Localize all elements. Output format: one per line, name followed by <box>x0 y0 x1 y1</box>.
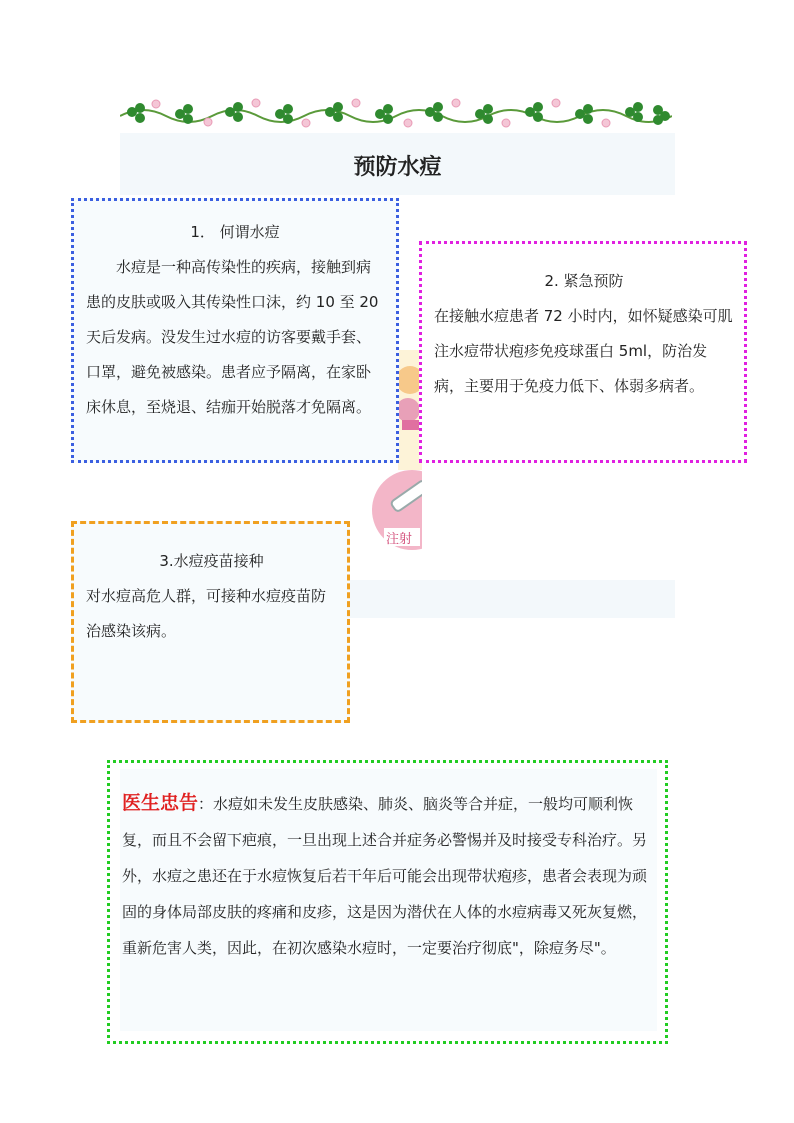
section-body: 对水痘高危人群，可接种水痘疫苗防治感染该病。 <box>86 587 327 640</box>
svg-text:注射: 注射 <box>386 532 413 547</box>
page-title: 预防水痘 <box>353 154 442 180</box>
advice-label: 医生忠告 <box>122 792 199 814</box>
section-heading: 2. 紧急预防 <box>544 272 624 290</box>
section-what-is-chickenpox <box>71 198 399 463</box>
section-emergency-prevention <box>419 241 747 463</box>
doctor-advice-box <box>107 760 668 1044</box>
advice-separator: ： <box>198 795 214 813</box>
section-body: 在接触水痘患者 72 小时内，如怀疑感染可肌注水痘带状疱疹免疫球蛋白 5ml，防治发病，主要用于免疫力低下、体弱多病者。 <box>434 307 733 395</box>
clover-vine-icon <box>120 96 672 130</box>
section-vaccination <box>71 521 350 723</box>
advice-paragraph <box>122 785 653 966</box>
advice-body: 水痘如未发生皮肤感染、肺炎、脑炎等合并症，一般均可顺利恢复，而且不会留下疤痕，一旦出现上述合并症务必警惕并及时接受专科治疗。另外，水痘之患还在于水痘恢复后若干年后可能会出现带状疱疹，患者会表现为顽固的身体局部皮肤的疼痛和皮疹，这是因为潜伏在人体的水痘病毒又死灰复燃，重新危害人类，因此，在初次感染水痘时，一定要治疗彻底"，除痘务尽"。 <box>122 795 648 957</box>
section-body: 水痘是一种高传染性的疾病，接触到病患的皮肤或吸入其传染性口沫，约 10 至 20 天后发病。没发生过水痘的访客要戴手套、口罩，避免被感染。患者应予隔离，在家卧床休息，至烧退、结痂开始脱落才免隔离。 <box>86 258 379 416</box>
section-heading: 3.水痘疫苗接种 <box>159 552 264 570</box>
section-heading: 1． 何谓水痘 <box>190 223 280 241</box>
